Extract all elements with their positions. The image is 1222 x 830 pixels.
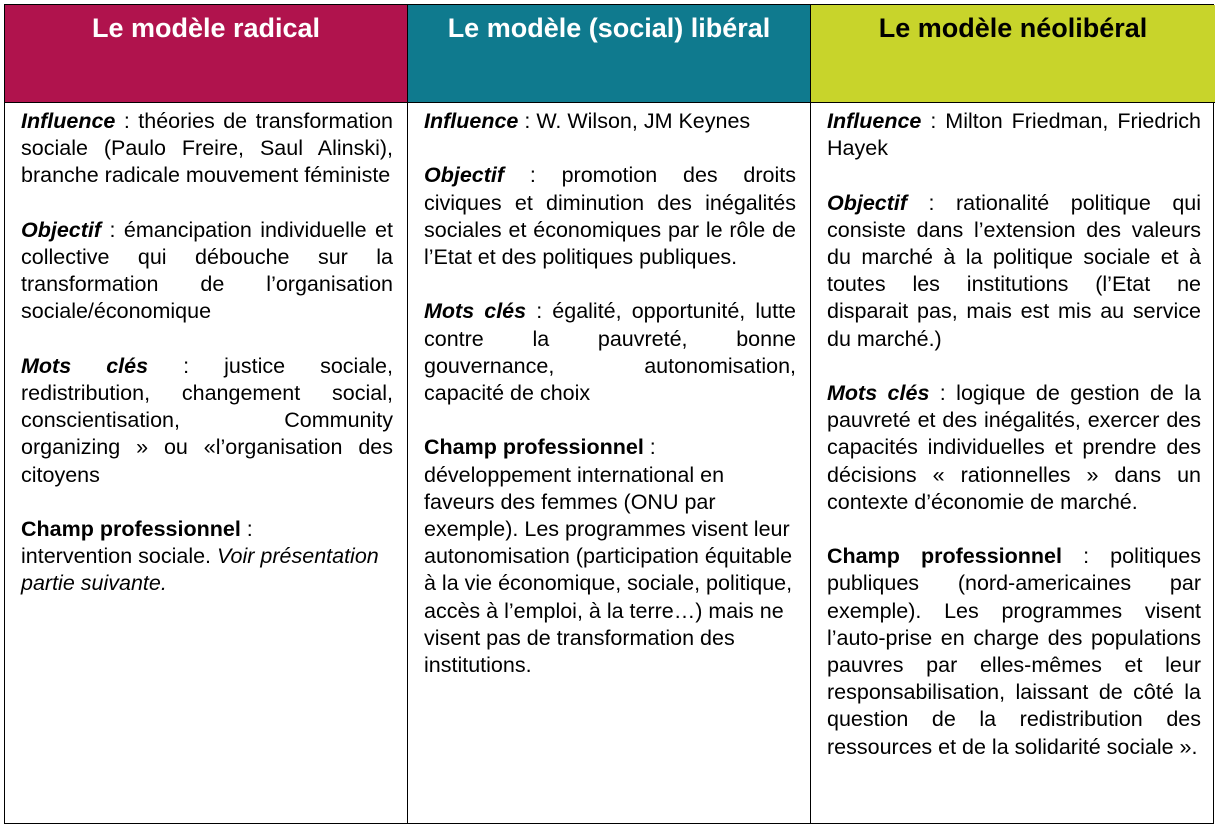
champ-text: développement international en faveurs des femmes (ONU par exemple). Les programmes visent leur autonomisation (participation équitable à la vie économique, sociale, politique, accès à l’emploi, à la terre…) mais ne visent pas de transformation des institutions. (424, 462, 793, 678)
mots-cles-text: justice sociale, redistribution, changement social, conscientisation, Community organizing » ou «l’organisation des citoyens (21, 353, 393, 487)
separator: : (115, 109, 139, 133)
radical-champ (21, 516, 393, 598)
objectif-text: rationalité politique qui consiste dans l’extension des valeurs du marché à la politique sociale et à toutes les institutions (l’Etat ne disparait pas, mais est mis au service du marché.) (827, 190, 1202, 351)
liberal-influence (424, 108, 796, 135)
radical-influence (21, 108, 393, 190)
objectif-label: Objectif (21, 217, 102, 242)
mots-cles-label: Mots clés (21, 353, 149, 378)
header-radical-title: Le modèle radical (91, 13, 321, 43)
header-radical (5, 5, 408, 103)
separator: : (148, 353, 225, 378)
separator: : (929, 381, 957, 405)
cell-liberal (408, 103, 811, 823)
separator: : (1061, 544, 1111, 569)
champ-label: Champ professionnel (21, 517, 241, 541)
separator: : (643, 435, 656, 460)
liberal-objectif (424, 162, 796, 271)
neoliberal-influence (827, 108, 1201, 162)
cell-neoliberal (811, 103, 1215, 823)
liberal-champ (424, 434, 796, 679)
separator: : (518, 109, 537, 133)
mots-cles-text: logique de gestion de la pauvreté et des inégalités, exercer des capacités individuelles et prendre des décisions « rationnelles » dans un contexte d’économie de marché. (827, 381, 1201, 514)
influence-text: Milton Friedman, Friedrich Hayek (827, 109, 1201, 161)
champ-label: Champ professionnel (827, 544, 1062, 569)
champ-text: politiques publiques (nord-americaines par exemple). Les programmes visent l’auto-prise en charge des populations pauvres par elles-mêmes et leur responsabilisation, laissant de côté la question de la redistribution des ressources et de la solidarité sociale ». (827, 544, 1201, 759)
header-liberal-title: Le modèle (social) libéral (447, 13, 771, 43)
objectif-label: Objectif (827, 190, 908, 215)
influence-text: théories de transformation sociale (Paulo Freire, Saul Alinski), branche radicale mouvement féministe (21, 109, 393, 188)
influence-label: Influence (424, 109, 519, 133)
champ-label: Champ professionnel (424, 435, 644, 460)
influence-text: W. Wilson, JM Keynes (536, 109, 751, 133)
separator: : (921, 109, 946, 133)
header-neoliberal-title: Le modèle néolibéral (878, 13, 1148, 43)
header-liberal (408, 5, 811, 103)
neoliberal-objectif (827, 190, 1201, 353)
separator: : (504, 163, 562, 188)
neoliberal-champ (827, 543, 1201, 761)
objectif-text: émancipation individuelle et collective qui débouche sur la transformation de l’organisation sociale/économique (21, 217, 393, 324)
header-neoliberal (811, 5, 1215, 103)
mots-cles-label: Mots clés (424, 299, 527, 324)
models-comparison-table (4, 4, 1214, 824)
influence-label: Influence (21, 109, 116, 133)
objectif-label: Objectif (424, 163, 505, 188)
separator: : (101, 217, 124, 242)
separator: : (240, 517, 253, 541)
radical-objectif (21, 217, 393, 326)
mots-cles-label: Mots clés (827, 381, 930, 405)
objectif-text: promotion des droits civiques et diminution des inégalités sociales et économiques par le rôle de l’Etat et des politiques publiques. (424, 163, 797, 269)
neoliberal-mots-cles (827, 380, 1201, 516)
champ-italic-text: Voir présentation partie suivante. (21, 544, 379, 596)
radical-mots-cles (21, 353, 393, 489)
separator: : (526, 299, 553, 324)
mots-cles-text: égalité, opportunité, lutte contre la pauvreté, bonne gouvernance, autonomisation, capacité de choix (424, 299, 796, 405)
cell-radical (5, 103, 408, 823)
influence-label: Influence (827, 109, 922, 133)
separator: : (907, 190, 957, 215)
champ-text: intervention sociale. (21, 544, 217, 569)
liberal-mots-cles (424, 298, 796, 407)
